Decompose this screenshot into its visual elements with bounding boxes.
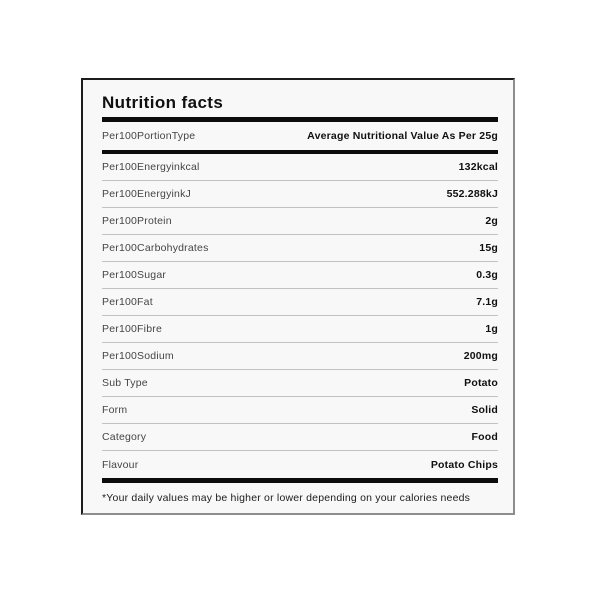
table-row — [102, 235, 498, 262]
row-value: 200mg — [463, 350, 498, 362]
card-frame — [80, 77, 517, 523]
row-label: Per100EnergyinkJ — [102, 188, 191, 200]
row-label: Per100Energyinkcal — [102, 161, 200, 173]
table-row — [102, 370, 498, 397]
table-row — [102, 424, 498, 451]
table-row — [102, 208, 498, 235]
table-row — [102, 343, 498, 370]
row-label: Flavour — [102, 458, 139, 471]
row-label: Per100Carbohydrates — [102, 242, 209, 254]
row-label: Per100Sugar — [102, 269, 167, 281]
row-label: Per100Fibre — [102, 323, 162, 335]
row-value: 1g — [485, 323, 498, 335]
nutrition-facts-panel — [81, 78, 515, 515]
row-label: Per100Protein — [102, 215, 172, 227]
table-row — [102, 181, 498, 208]
header-row-label: Per100PortionType — [102, 130, 196, 142]
row-label: Per100Sodium — [102, 350, 174, 362]
row-value: 15g — [479, 242, 498, 254]
header-row — [102, 122, 498, 150]
table-row — [102, 397, 498, 424]
table-row — [102, 289, 498, 316]
row-value: 2g — [485, 215, 498, 227]
table-row — [102, 262, 498, 289]
row-value: Potato — [464, 377, 498, 389]
row-value: Food — [471, 431, 498, 443]
header-row-value: Average Nutritional Value As Per 25g — [307, 130, 498, 142]
table-row — [102, 154, 498, 181]
row-value: Potato Chips — [430, 458, 498, 471]
row-value: 132kcal — [458, 161, 498, 173]
row-value: Solid — [471, 404, 498, 416]
row-value: 0.3g — [476, 269, 498, 281]
row-label: Sub Type — [102, 377, 148, 389]
table-row — [102, 451, 498, 478]
row-label: Per100Fat — [102, 296, 153, 308]
row-value: 552.288kJ — [446, 188, 498, 200]
row-value: 7.1g — [476, 296, 498, 308]
table-row — [102, 316, 498, 343]
panel-title: Nutrition facts — [102, 93, 224, 112]
row-label: Form — [102, 404, 128, 416]
daily-values-footnote: *Your daily values may be higher or lower depending on your calories needs — [102, 491, 471, 504]
nutrition-rows — [102, 154, 498, 478]
row-label: Category — [102, 431, 147, 443]
